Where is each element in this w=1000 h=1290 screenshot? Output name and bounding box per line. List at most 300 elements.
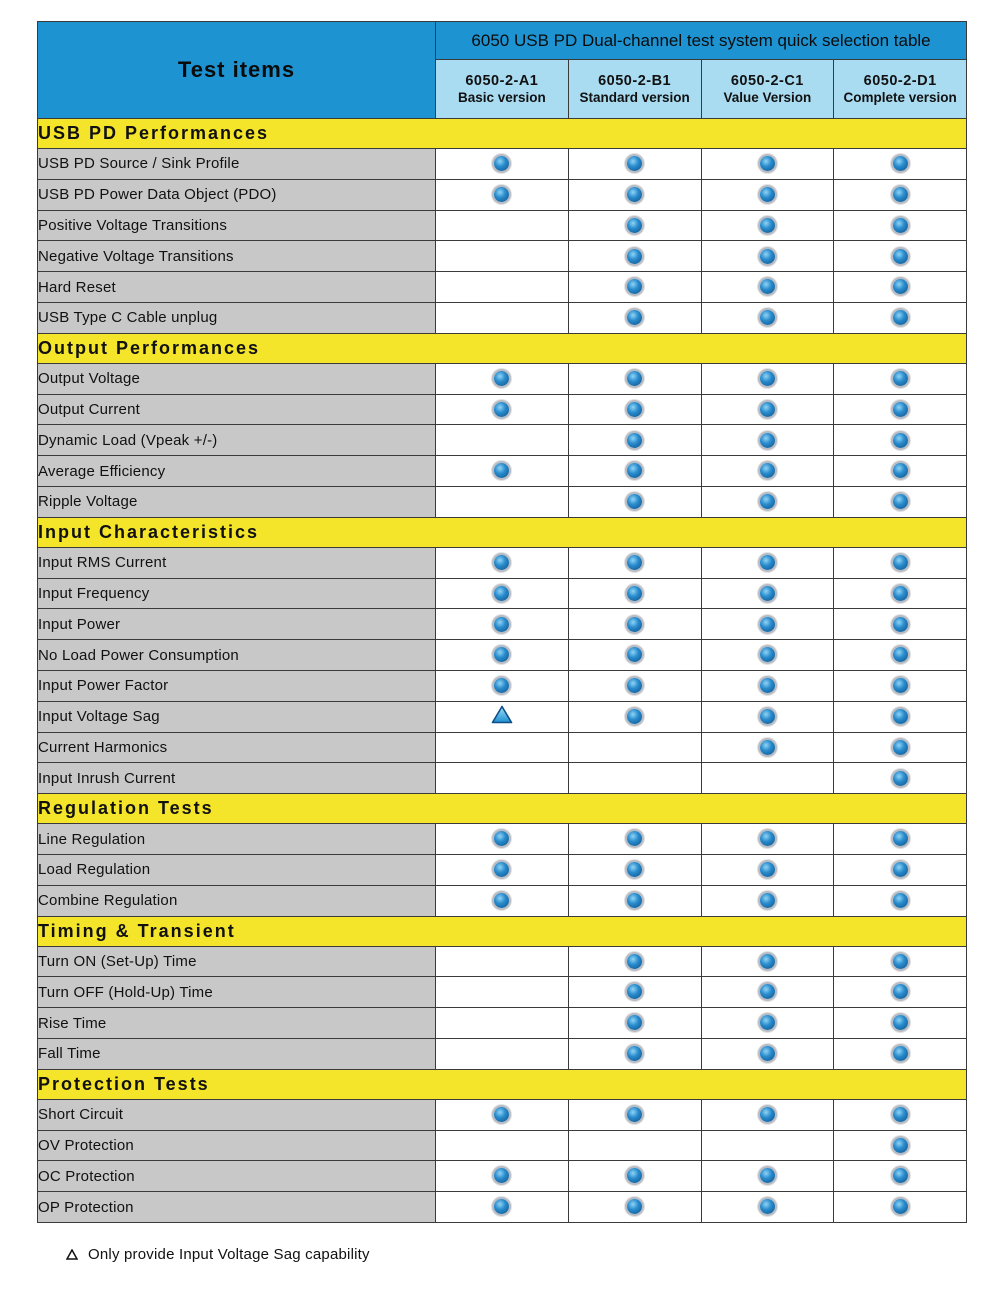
support-cell	[436, 609, 569, 640]
support-cell	[568, 946, 701, 977]
support-cell	[701, 701, 834, 732]
supported-dot-icon	[893, 494, 908, 509]
supported-dot-icon	[627, 249, 642, 264]
support-cell	[436, 241, 569, 272]
support-cell	[568, 179, 701, 210]
supported-dot-icon	[494, 862, 509, 877]
supported-dot-icon	[760, 371, 775, 386]
test-items-header: Test items	[38, 22, 436, 119]
test-item-label: Average Efficiency	[38, 456, 436, 487]
supported-dot-icon	[893, 249, 908, 264]
supported-dot-icon	[760, 218, 775, 233]
test-item-label: Negative Voltage Transitions	[38, 241, 436, 272]
support-cell	[568, 394, 701, 425]
support-cell	[436, 732, 569, 763]
support-cell	[834, 456, 967, 487]
supported-dot-icon	[627, 1199, 642, 1214]
product-version: Complete version	[843, 89, 957, 105]
test-item-label: Output Current	[38, 394, 436, 425]
supported-dot-icon	[494, 1168, 509, 1183]
test-item-label: Turn ON (Set-Up) Time	[38, 946, 436, 977]
test-item-label: Combine Regulation	[38, 885, 436, 916]
supported-dot-icon	[760, 156, 775, 171]
product-code: 6050-2-D1	[863, 72, 937, 89]
section-title: USB PD Performances	[38, 119, 967, 149]
partial-support-triangle-icon	[66, 1247, 78, 1264]
table-row	[38, 425, 967, 456]
supported-dot-icon	[893, 771, 908, 786]
supported-dot-icon	[760, 678, 775, 693]
supported-dot-icon	[494, 1107, 509, 1122]
table-row	[38, 456, 967, 487]
supported-dot-icon	[760, 586, 775, 601]
support-cell	[834, 1192, 967, 1223]
table-row	[38, 272, 967, 303]
partial-support-triangle-icon	[491, 705, 513, 729]
supported-dot-icon	[760, 1199, 775, 1214]
support-cell	[834, 946, 967, 977]
support-cell	[701, 486, 834, 517]
supported-dot-icon	[760, 709, 775, 724]
support-cell	[568, 670, 701, 701]
support-cell	[436, 670, 569, 701]
support-cell	[834, 394, 967, 425]
supported-dot-icon	[893, 371, 908, 386]
section-header	[38, 916, 967, 946]
supported-dot-icon	[494, 156, 509, 171]
support-cell	[568, 241, 701, 272]
support-cell	[701, 1192, 834, 1223]
support-cell	[568, 210, 701, 241]
support-cell	[436, 363, 569, 394]
supported-dot-icon	[893, 187, 908, 202]
product-version: Value Version	[723, 89, 812, 105]
supported-dot-icon	[627, 402, 642, 417]
supported-dot-icon	[494, 187, 509, 202]
table-title: 6050 USB PD Dual-channel test system quick selection table	[436, 22, 967, 60]
test-item-label: Input Power	[38, 609, 436, 640]
supported-dot-icon	[627, 617, 642, 632]
supported-dot-icon	[627, 709, 642, 724]
support-cell	[834, 363, 967, 394]
supported-dot-icon	[893, 984, 908, 999]
support-cell	[568, 302, 701, 333]
test-item-label: Positive Voltage Transitions	[38, 210, 436, 241]
product-header-6050-2-d1	[834, 60, 967, 119]
support-cell	[701, 763, 834, 794]
support-cell	[701, 1161, 834, 1192]
table-row	[38, 210, 967, 241]
support-cell	[834, 977, 967, 1008]
table-row	[38, 670, 967, 701]
support-cell	[436, 640, 569, 671]
support-cell	[568, 609, 701, 640]
support-cell	[436, 1038, 569, 1069]
support-cell	[701, 578, 834, 609]
support-cell	[436, 1099, 569, 1130]
support-cell	[436, 149, 569, 180]
test-item-label: Short Circuit	[38, 1099, 436, 1130]
supported-dot-icon	[627, 156, 642, 171]
supported-dot-icon	[627, 218, 642, 233]
support-cell	[568, 854, 701, 885]
test-item-label: Input Power Factor	[38, 670, 436, 701]
table-row	[38, 363, 967, 394]
support-cell	[568, 1130, 701, 1161]
supported-dot-icon	[760, 555, 775, 570]
supported-dot-icon	[760, 463, 775, 478]
supported-dot-icon	[760, 1168, 775, 1183]
supported-dot-icon	[893, 709, 908, 724]
supported-dot-icon	[760, 187, 775, 202]
table-row	[38, 486, 967, 517]
support-cell	[834, 640, 967, 671]
supported-dot-icon	[760, 984, 775, 999]
supported-dot-icon	[627, 463, 642, 478]
support-cell	[568, 547, 701, 578]
support-cell	[568, 763, 701, 794]
supported-dot-icon	[494, 647, 509, 662]
test-item-label: Current Harmonics	[38, 732, 436, 763]
support-cell	[568, 732, 701, 763]
support-cell	[834, 302, 967, 333]
supported-dot-icon	[760, 494, 775, 509]
section-title: Timing & Transient	[38, 916, 967, 946]
test-item-label: Line Regulation	[38, 824, 436, 855]
support-cell	[834, 241, 967, 272]
supported-dot-icon	[893, 617, 908, 632]
test-item-label: Turn OFF (Hold-Up) Time	[38, 977, 436, 1008]
support-cell	[436, 946, 569, 977]
supported-dot-icon	[627, 494, 642, 509]
table-row	[38, 854, 967, 885]
supported-dot-icon	[494, 678, 509, 693]
support-cell	[701, 302, 834, 333]
section-header	[38, 1069, 967, 1099]
product-header-6050-2-a1	[436, 60, 569, 119]
supported-dot-icon	[893, 156, 908, 171]
table-row	[38, 1099, 967, 1130]
supported-dot-icon	[893, 1015, 908, 1030]
supported-dot-icon	[760, 433, 775, 448]
supported-dot-icon	[760, 740, 775, 755]
support-cell	[701, 977, 834, 1008]
supported-dot-icon	[494, 586, 509, 601]
test-item-label: Dynamic Load (Vpeak +/-)	[38, 425, 436, 456]
table-row	[38, 547, 967, 578]
support-cell	[834, 578, 967, 609]
support-cell	[436, 486, 569, 517]
supported-dot-icon	[893, 218, 908, 233]
support-cell	[568, 640, 701, 671]
support-cell	[436, 824, 569, 855]
supported-dot-icon	[627, 1015, 642, 1030]
supported-dot-icon	[494, 617, 509, 632]
product-version: Standard version	[579, 89, 690, 105]
supported-dot-icon	[627, 984, 642, 999]
support-cell	[834, 272, 967, 303]
supported-dot-icon	[760, 310, 775, 325]
supported-dot-icon	[760, 954, 775, 969]
supported-dot-icon	[494, 555, 509, 570]
section-header	[38, 794, 967, 824]
test-item-label: OV Protection	[38, 1130, 436, 1161]
supported-dot-icon	[760, 617, 775, 632]
supported-dot-icon	[494, 371, 509, 386]
supported-dot-icon	[494, 831, 509, 846]
support-cell	[436, 179, 569, 210]
table-row	[38, 149, 967, 180]
supported-dot-icon	[760, 1107, 775, 1122]
support-cell	[568, 885, 701, 916]
test-item-label: Input Inrush Current	[38, 763, 436, 794]
support-cell	[436, 302, 569, 333]
support-cell	[568, 701, 701, 732]
selection-table	[37, 21, 967, 1223]
supported-dot-icon	[893, 310, 908, 325]
support-cell	[834, 885, 967, 916]
supported-dot-icon	[627, 1046, 642, 1061]
supported-dot-icon	[893, 1046, 908, 1061]
support-cell	[834, 149, 967, 180]
support-cell	[701, 854, 834, 885]
supported-dot-icon	[760, 831, 775, 846]
support-cell	[834, 854, 967, 885]
supported-dot-icon	[760, 279, 775, 294]
supported-dot-icon	[893, 402, 908, 417]
table-row	[38, 179, 967, 210]
support-cell	[834, 670, 967, 701]
section-header	[38, 333, 967, 363]
supported-dot-icon	[627, 187, 642, 202]
support-cell	[436, 885, 569, 916]
support-cell	[701, 210, 834, 241]
support-cell	[834, 1008, 967, 1039]
supported-dot-icon	[893, 586, 908, 601]
support-cell	[701, 1038, 834, 1069]
support-cell	[436, 456, 569, 487]
support-cell	[436, 578, 569, 609]
support-cell	[436, 1008, 569, 1039]
table-row	[38, 1161, 967, 1192]
support-cell	[701, 609, 834, 640]
support-cell	[701, 946, 834, 977]
supported-dot-icon	[627, 647, 642, 662]
table-row	[38, 578, 967, 609]
supported-dot-icon	[494, 463, 509, 478]
support-cell	[834, 486, 967, 517]
supported-dot-icon	[627, 310, 642, 325]
support-cell	[701, 425, 834, 456]
supported-dot-icon	[627, 954, 642, 969]
support-cell	[436, 1130, 569, 1161]
support-cell	[568, 578, 701, 609]
support-cell	[701, 394, 834, 425]
test-item-label: Hard Reset	[38, 272, 436, 303]
section-title: Output Performances	[38, 333, 967, 363]
supported-dot-icon	[627, 433, 642, 448]
support-cell	[834, 701, 967, 732]
support-cell	[701, 241, 834, 272]
test-item-label: USB PD Power Data Object (PDO)	[38, 179, 436, 210]
table-body	[38, 119, 967, 1223]
supported-dot-icon	[893, 1138, 908, 1153]
supported-dot-icon	[627, 1168, 642, 1183]
table-header	[38, 22, 967, 119]
support-cell	[834, 1099, 967, 1130]
support-cell	[834, 609, 967, 640]
support-cell	[701, 363, 834, 394]
support-cell	[436, 763, 569, 794]
product-code: 6050-2-B1	[598, 72, 672, 89]
support-cell	[701, 640, 834, 671]
supported-dot-icon	[893, 555, 908, 570]
supported-dot-icon	[893, 831, 908, 846]
product-code: 6050-2-A1	[465, 72, 539, 89]
supported-dot-icon	[494, 893, 509, 908]
support-cell	[701, 1099, 834, 1130]
test-item-label: OC Protection	[38, 1161, 436, 1192]
support-cell	[701, 732, 834, 763]
support-cell	[568, 425, 701, 456]
support-cell	[701, 1130, 834, 1161]
support-cell	[568, 1192, 701, 1223]
support-cell	[568, 149, 701, 180]
table-row	[38, 1192, 967, 1223]
test-item-label: Output Voltage	[38, 363, 436, 394]
support-cell	[436, 1192, 569, 1223]
support-cell	[568, 456, 701, 487]
support-cell	[834, 763, 967, 794]
table-row	[38, 609, 967, 640]
table-row	[38, 394, 967, 425]
supported-dot-icon	[760, 402, 775, 417]
supported-dot-icon	[760, 1015, 775, 1030]
table-row	[38, 885, 967, 916]
supported-dot-icon	[893, 740, 908, 755]
support-cell	[436, 977, 569, 1008]
support-cell	[568, 363, 701, 394]
supported-dot-icon	[760, 893, 775, 908]
support-cell	[568, 977, 701, 1008]
support-cell	[834, 1161, 967, 1192]
section-title: Input Characteristics	[38, 517, 967, 547]
supported-dot-icon	[893, 647, 908, 662]
supported-dot-icon	[893, 1199, 908, 1214]
support-cell	[436, 394, 569, 425]
support-cell	[436, 1161, 569, 1192]
table-row	[38, 763, 967, 794]
supported-dot-icon	[893, 1107, 908, 1122]
supported-dot-icon	[627, 371, 642, 386]
support-cell	[568, 486, 701, 517]
test-item-label: Input Voltage Sag	[38, 701, 436, 732]
supported-dot-icon	[893, 954, 908, 969]
support-cell	[568, 1099, 701, 1130]
support-cell	[436, 425, 569, 456]
supported-dot-icon	[760, 862, 775, 877]
test-item-label: USB Type C Cable unplug	[38, 302, 436, 333]
support-cell	[834, 1038, 967, 1069]
supported-dot-icon	[893, 678, 908, 693]
test-item-label: Load Regulation	[38, 854, 436, 885]
support-cell	[436, 701, 569, 732]
test-item-label: OP Protection	[38, 1192, 436, 1223]
table-row	[38, 640, 967, 671]
supported-dot-icon	[893, 893, 908, 908]
supported-dot-icon	[627, 586, 642, 601]
table-row	[38, 732, 967, 763]
section-header	[38, 517, 967, 547]
supported-dot-icon	[627, 862, 642, 877]
test-item-label: Input RMS Current	[38, 547, 436, 578]
support-cell	[436, 210, 569, 241]
table-row	[38, 946, 967, 977]
test-item-label: Input Frequency	[38, 578, 436, 609]
support-cell	[701, 456, 834, 487]
test-item-label: Rise Time	[38, 1008, 436, 1039]
table-row	[38, 1038, 967, 1069]
support-cell	[834, 547, 967, 578]
footnote	[66, 1246, 370, 1264]
table-row	[38, 977, 967, 1008]
table-row	[38, 241, 967, 272]
test-item-label: No Load Power Consumption	[38, 640, 436, 671]
support-cell	[834, 179, 967, 210]
table-row	[38, 824, 967, 855]
support-cell	[436, 547, 569, 578]
product-header-6050-2-b1	[568, 60, 701, 119]
supported-dot-icon	[627, 831, 642, 846]
support-cell	[436, 272, 569, 303]
test-item-label: USB PD Source / Sink Profile	[38, 149, 436, 180]
support-cell	[834, 425, 967, 456]
table-row	[38, 1008, 967, 1039]
product-code: 6050-2-C1	[730, 72, 804, 89]
support-cell	[701, 149, 834, 180]
supported-dot-icon	[893, 279, 908, 294]
support-cell	[701, 179, 834, 210]
support-cell	[568, 1161, 701, 1192]
supported-dot-icon	[893, 463, 908, 478]
support-cell	[834, 210, 967, 241]
support-cell	[834, 732, 967, 763]
supported-dot-icon	[627, 678, 642, 693]
table-row	[38, 302, 967, 333]
supported-dot-icon	[760, 647, 775, 662]
support-cell	[701, 824, 834, 855]
supported-dot-icon	[893, 862, 908, 877]
supported-dot-icon	[627, 555, 642, 570]
support-cell	[834, 824, 967, 855]
test-item-label: Fall Time	[38, 1038, 436, 1069]
table-row	[38, 701, 967, 732]
support-cell	[568, 272, 701, 303]
product-header-6050-2-c1	[701, 60, 834, 119]
supported-dot-icon	[494, 402, 509, 417]
table-row	[38, 1130, 967, 1161]
support-cell	[568, 1038, 701, 1069]
test-item-label: Ripple Voltage	[38, 486, 436, 517]
product-version: Basic version	[457, 89, 546, 105]
supported-dot-icon	[893, 433, 908, 448]
support-cell	[568, 824, 701, 855]
supported-dot-icon	[760, 249, 775, 264]
support-cell	[701, 670, 834, 701]
support-cell	[701, 1008, 834, 1039]
supported-dot-icon	[627, 1107, 642, 1122]
supported-dot-icon	[494, 1199, 509, 1214]
